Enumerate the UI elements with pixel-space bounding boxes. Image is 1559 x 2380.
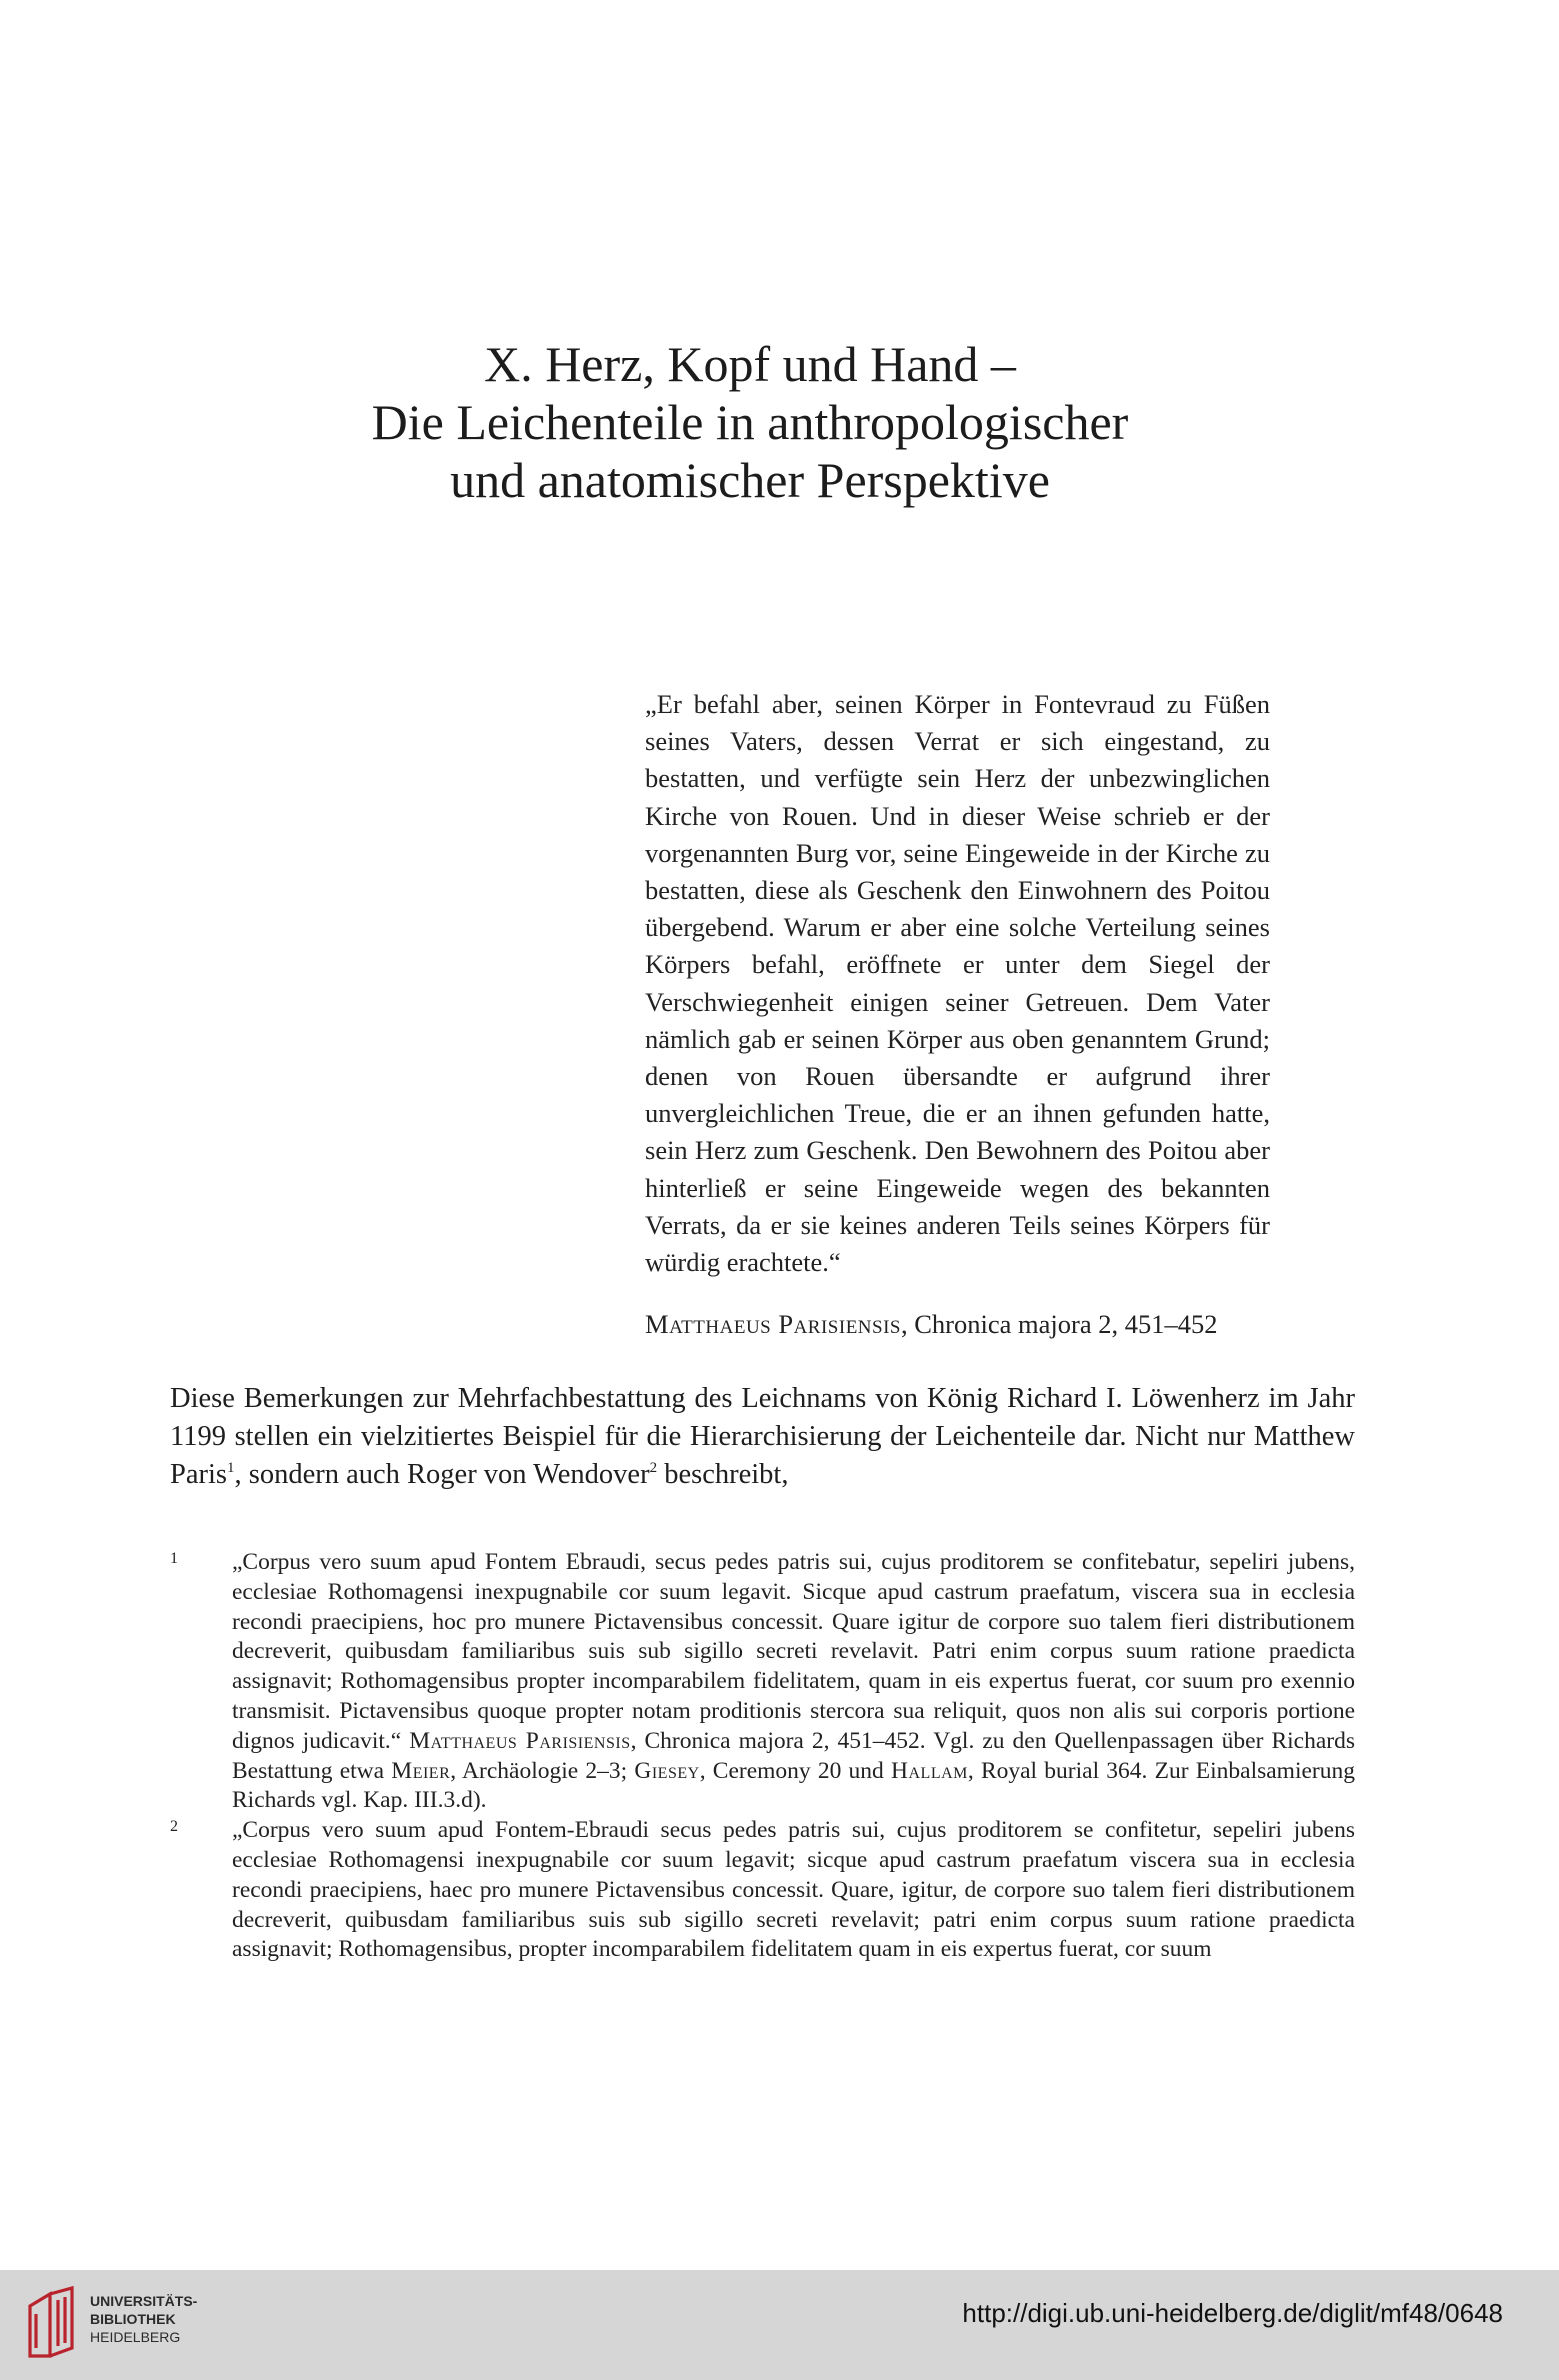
library-name-line-2: BIBLIOTHEK <box>90 2311 176 2327</box>
epigraph-source <box>645 1306 1270 1342</box>
footnote-text: , Chronica majora 2, 451–452. Vgl. zu den Quellenpassagen über Richards Bestattung etwa <box>232 1727 1355 1784</box>
footnote-ref-1[interactable]: 1 <box>227 1460 235 1476</box>
chapter-title-line-3: und anatomischer Perspektive <box>450 452 1050 508</box>
body-text-part-3: beschreibt, <box>657 1459 789 1490</box>
footnote-text: „Corpus vero suum apud Fontem-Ebraudi secus pedes patris sui, cujus proditorem se confitetur, sepeliri jubens ecclesiae Rothomagensi inexpugnabile cor suum legavit; sicque apud castrum praefatum viscera sua in ecclesia recondi praecipiens, haec pro munere Pictavensibus concessit. Quare, igitur, de corpore suo talem fieri distributionem decreverit, quibusdam familiaribus suis sub sigillo secreti revelavit; patri enim corpus suum ratione praedicta assignavit; Rothomagensibus, propter incomparabilem fidelitatem quam in eis expertus fuerat, cor suum <box>232 1817 1355 1963</box>
chapter-title-line-2: Die Leichenteile in anthropologischer <box>371 394 1129 450</box>
footnote-text: „Corpus vero suum apud Fontem Ebraudi, secus pedes patris sui, cujus proditorem se confitebatur, sepeliri jubens, ecclesiae Rothomagensi inexpugnabile cor suum legavit. Sicque apud castrum praefatum, viscera sua in ecclesia recondi praecipiens, hoc pro munere Pictavensibus concessit. Quare igitur de corpore suo talem fieri distributionem decreverit, quibusdam familiaribus suis sub sigillo secreti revelavit. Patri enim corpus suum ratione praedicta assignavit; Rothomagensibus propter incomparabilem fidelitatem, quam in eis expertus fuerat, cor suum pro exennio transmisit. Pictavensibus quoque propter notam proditionis stercora sua reliquit, quos non alis sui corporis portione dignos judicavit.“ <box>232 1549 1355 1754</box>
chapter-title <box>170 335 1330 509</box>
university-library-logo-icon[interactable] <box>26 2284 80 2362</box>
footnote-ref-2[interactable]: 2 <box>649 1460 658 1476</box>
chapter-title-line-1: X. Herz, Kopf und Hand – <box>484 336 1016 392</box>
author-name: Hallam <box>891 1757 968 1784</box>
library-name-line-1: UNIVERSITÄTS- <box>90 2293 198 2309</box>
footnote-number: 1 <box>170 1550 178 1567</box>
library-name[interactable] <box>90 2292 197 2346</box>
epigraph-quote: „Er befahl aber, seinen Körper in Fontevraud zu Füßen seines Vaters, dessen Verrat er sich eingestand, zu bestatten, und verfügte sein Herz der unbezwinglichen Kirche von Rouen. Und in dieser Weise schrieb er der vorgenannten Burg vor, seine Eingeweide in der Kirche zu bestatten, diese als Geschenk den Einwohnern des Poitou übergebend. Warum er aber eine solche Verteilung seines Körpers befahl, eröffnete er unter dem Siegel der Verschwiegenheit einigen seiner Getreuen. Dem Vater nämlich gab er seinen Körper aus oben genanntem Grund; denen von Rouen übersandte er aufgrund ihrer unvergleichlichen Treue, die er an ihnen gefunden hatte, sein Herz zum Geschenk. Den Bewohnern des Poitou aber hinterließ er seine Eingeweide wegen des bekannten Verrats, da er sie keines anderen Teils seines Körpers für würdig erachtete.“ <box>645 689 1270 1278</box>
footnotes <box>170 1548 1355 1965</box>
footnote-2 <box>170 1816 1355 1965</box>
author-name: Meier <box>391 1757 451 1784</box>
library-name-line-3: HEIDELBERG <box>90 2329 181 2345</box>
footnote-text: , Royal burial 364. Zur Einbalsamierung Richards vgl. Kap. III.3.d). <box>232 1757 1355 1814</box>
footnote-number: 2 <box>170 1818 178 1836</box>
footnote-text: , Ceremony 20 und <box>699 1757 892 1784</box>
body-paragraph <box>170 1380 1355 1494</box>
author-name: Giesey <box>634 1757 700 1784</box>
permalink-url[interactable]: http://digi.ub.uni-heidelberg.de/diglit/mf48/0648 <box>962 2298 1503 2328</box>
epigraph-source-author: Matthaeus Parisiensis <box>645 1309 901 1339</box>
logo-mark <box>30 2288 72 2356</box>
body-text-part-1: Diese Bemerkungen zur Mehrfachbestattung des Leichnams von König Richard I. Löwenherz im Jahr 1199 stellen ein vielzitiertes Beispiel für die Hierarchisierung der Leichenteile dar. Nicht nur Matthew Paris <box>170 1383 1355 1490</box>
footnote-1 <box>170 1548 1355 1816</box>
author-name: Matthaeus Parisiensis <box>409 1727 631 1754</box>
epigraph <box>645 686 1270 1281</box>
epigraph-source-work: , Chronica majora 2, 451–452 <box>901 1309 1218 1339</box>
footnote-text: , Archäologie 2–3; <box>450 1757 635 1784</box>
body-text-part-2: , sondern auch Roger von Wendover <box>234 1459 650 1490</box>
